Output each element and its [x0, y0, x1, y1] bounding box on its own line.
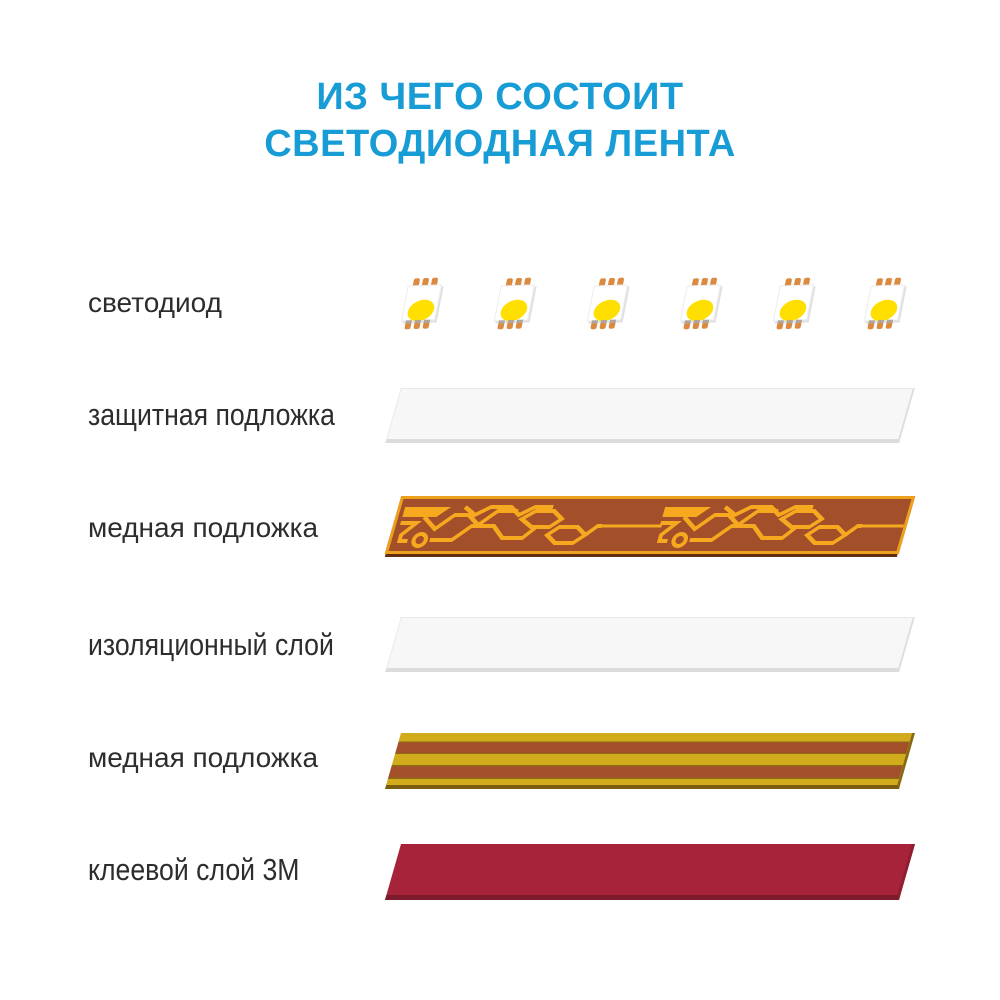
title-line-1: ИЗ ЧЕГО СОСТОИТ [316, 76, 684, 118]
label-adhesive-3m: клеевой слой 3М [88, 852, 300, 887]
insulation-layer-strip [385, 617, 915, 672]
led-pin [876, 320, 884, 329]
label-led: светодиод [88, 287, 222, 318]
copper-backing-strip [385, 733, 915, 789]
label-protective-backing: защитная подложка [88, 397, 336, 432]
led-chip [491, 276, 536, 333]
title-line-2: СВЕТОДИОДНАЯ ЛЕНТА [264, 123, 736, 165]
led-pin [608, 320, 616, 329]
led-pin [506, 320, 514, 329]
copper-circuit-strip [385, 496, 916, 554]
led-pin [885, 320, 893, 329]
led-pin [422, 320, 430, 329]
adhesive-layer-strip [385, 844, 915, 900]
led-body [680, 284, 721, 321]
led-pin [867, 320, 875, 329]
led-body [864, 284, 905, 321]
led-pin [497, 320, 505, 329]
circuit-traces [389, 499, 912, 551]
label-copper-circuit: медная подложка [88, 512, 319, 543]
led-chip [677, 276, 722, 333]
page-title [0, 74, 1000, 168]
led-pin [599, 320, 607, 329]
led-pin [776, 320, 784, 329]
led-chip [861, 276, 906, 333]
led-pin [413, 320, 421, 329]
led-pin [692, 320, 700, 329]
led-pin [683, 320, 691, 329]
protective-backing-strip [385, 388, 915, 443]
led-chip [398, 276, 443, 333]
label-insulation-layer: изоляционный слой [88, 627, 334, 662]
led-pin [590, 320, 598, 329]
led-chip [584, 276, 629, 333]
led-pin [794, 320, 802, 329]
led-pin [515, 320, 523, 329]
led-pin [404, 320, 412, 329]
label-copper-backing: медная подложка [88, 742, 319, 773]
led-chip [770, 276, 815, 333]
led-body [773, 284, 814, 321]
led-pin [785, 320, 793, 329]
led-body [401, 284, 442, 321]
led-body [494, 284, 535, 321]
led-pin [701, 320, 709, 329]
led-body [587, 284, 628, 321]
